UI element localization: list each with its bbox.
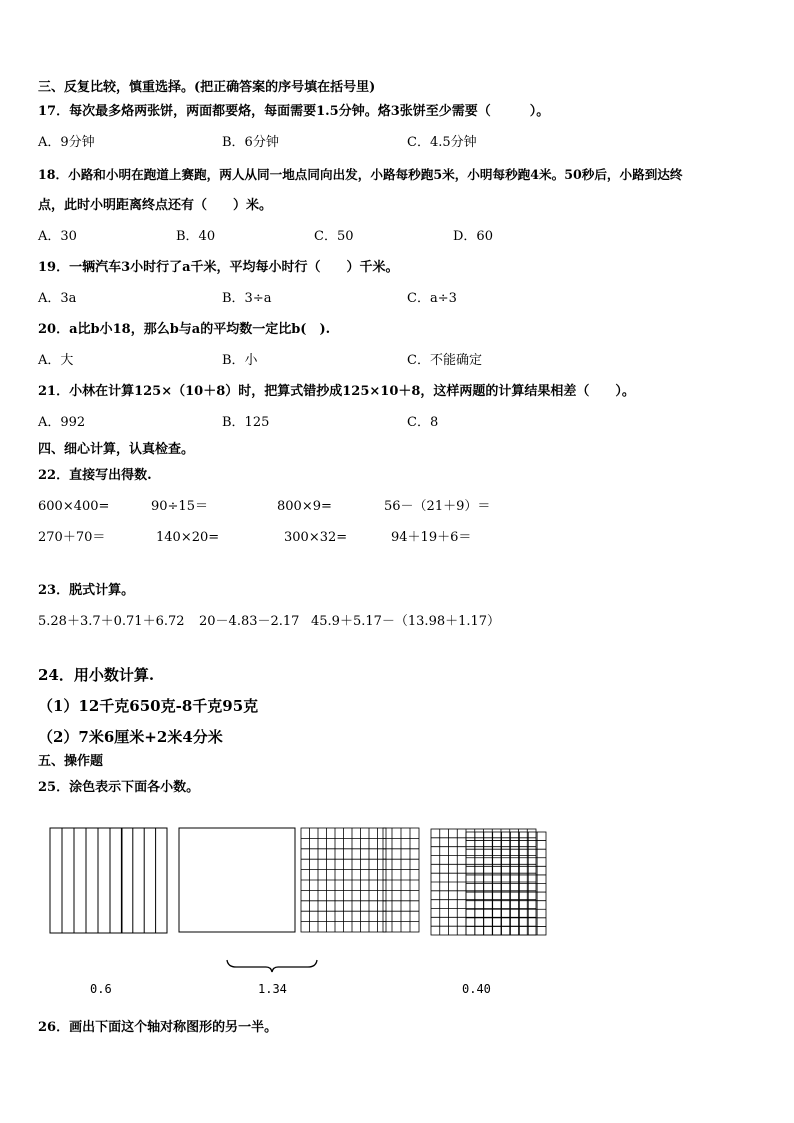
q20-option-a: A．大 — [38, 353, 74, 368]
q23-expr: 5.28＋3.7＋0.71＋6.72 — [38, 614, 185, 629]
q17-option-c: C．4.5分钟 — [407, 135, 477, 150]
label-0-6: 0.6 — [90, 982, 112, 996]
q22-expr: 300×32= — [284, 530, 348, 545]
q18-option-a: A．30 — [38, 229, 77, 244]
q21-option-b: B．125 — [222, 415, 270, 430]
question-24-title: 24．用小数计算. — [38, 666, 155, 684]
q18-option-b: B．40 — [176, 229, 216, 244]
q22-expr: 94＋19＋6＝ — [391, 530, 472, 545]
q22-expr: 140×20= — [156, 530, 220, 545]
q20-option-b: B．小 — [222, 353, 258, 368]
q19-option-b: B．3÷a — [222, 291, 272, 306]
plain-square-figure — [179, 828, 295, 932]
q17-option-b: B．6分钟 — [222, 135, 279, 150]
label-1-34: 1.34 — [258, 982, 287, 996]
label-0-40: 0.40 — [462, 982, 491, 996]
q23-expr: 20－4.83－2.17 — [199, 614, 300, 629]
section-5-heading: 五、操作题 — [38, 754, 104, 769]
q22-expr: 56－（21＋9）＝ — [384, 499, 491, 514]
strip-square-left — [50, 828, 110, 933]
q21-option-a: A．992 — [38, 415, 86, 430]
q19-option-a: A．3a — [38, 291, 77, 306]
q22-expr: 800×9= — [277, 499, 332, 514]
strip-square-right — [110, 828, 167, 933]
q21-option-c: C．8 — [407, 415, 439, 430]
hundredths-grid-figure — [431, 829, 546, 935]
section-3-heading: 三、反复比较，慎重选择。(把正确答案的序号填在括号里) — [38, 80, 376, 95]
question-26-title: 26．画出下面这个轴对称图形的另一半。 — [38, 1020, 278, 1035]
q22-expr: 90÷15＝ — [151, 499, 208, 514]
question-18-line1: 18．小路和小明在跑道上赛跑，两人从同一地点同向出发，小路每秒跑5米，小明每秒跑4米。50秒后，小路到达终 — [38, 167, 683, 182]
empty-square — [179, 828, 295, 932]
q20-option-c: C．不能确定 — [407, 353, 482, 368]
curly-brace — [227, 960, 317, 972]
q17-option-a: A．9分钟 — [38, 135, 95, 150]
question-25-title: 25．涂色表示下面各小数。 — [38, 780, 200, 795]
question-22-title: 22．直接写出得数. — [38, 468, 152, 483]
question-17: 17．每次最多烙两张饼，两面都要烙，每面需要1.5分钟。烙3张饼至少需要（ ）。 — [38, 104, 550, 119]
question-19: 19．一辆汽车3小时行了a千米，平均每小时行（ ）千米。 — [38, 260, 399, 275]
q19-option-c: C．a÷3 — [407, 291, 457, 306]
q22-expr: 600×400= — [38, 499, 110, 514]
q23-expr: 45.9＋5.17－（13.98＋1.17） — [311, 614, 501, 629]
question-21: 21．小林在计算125×（10＋8）时，把算式错抄成125×10＋8，这样两题的计算结果相差（ ）。 — [38, 384, 635, 399]
tenths-strip-figure — [50, 828, 167, 933]
question-24-part2: （2）7米6厘米+2米4分米 — [38, 728, 223, 746]
q18-option-c: C．50 — [314, 229, 354, 244]
question-18-line2: 点，此时小明距离终点还有（ ）米。 — [38, 198, 273, 213]
q18-option-d: D．60 — [453, 229, 493, 244]
question-23-title: 23．脱式计算。 — [38, 583, 135, 598]
question-24-part1: （1）12千克650克-8千克95克 — [38, 697, 259, 715]
q22-expr: 270＋70＝ — [38, 530, 106, 545]
hundredths-grid-figure-pair — [301, 828, 419, 932]
question-20: 20．a比b小18，那么b与a的平均数一定比b( ). — [38, 322, 331, 337]
section-4-heading: 四、细心计算，认真检查。 — [38, 442, 195, 457]
